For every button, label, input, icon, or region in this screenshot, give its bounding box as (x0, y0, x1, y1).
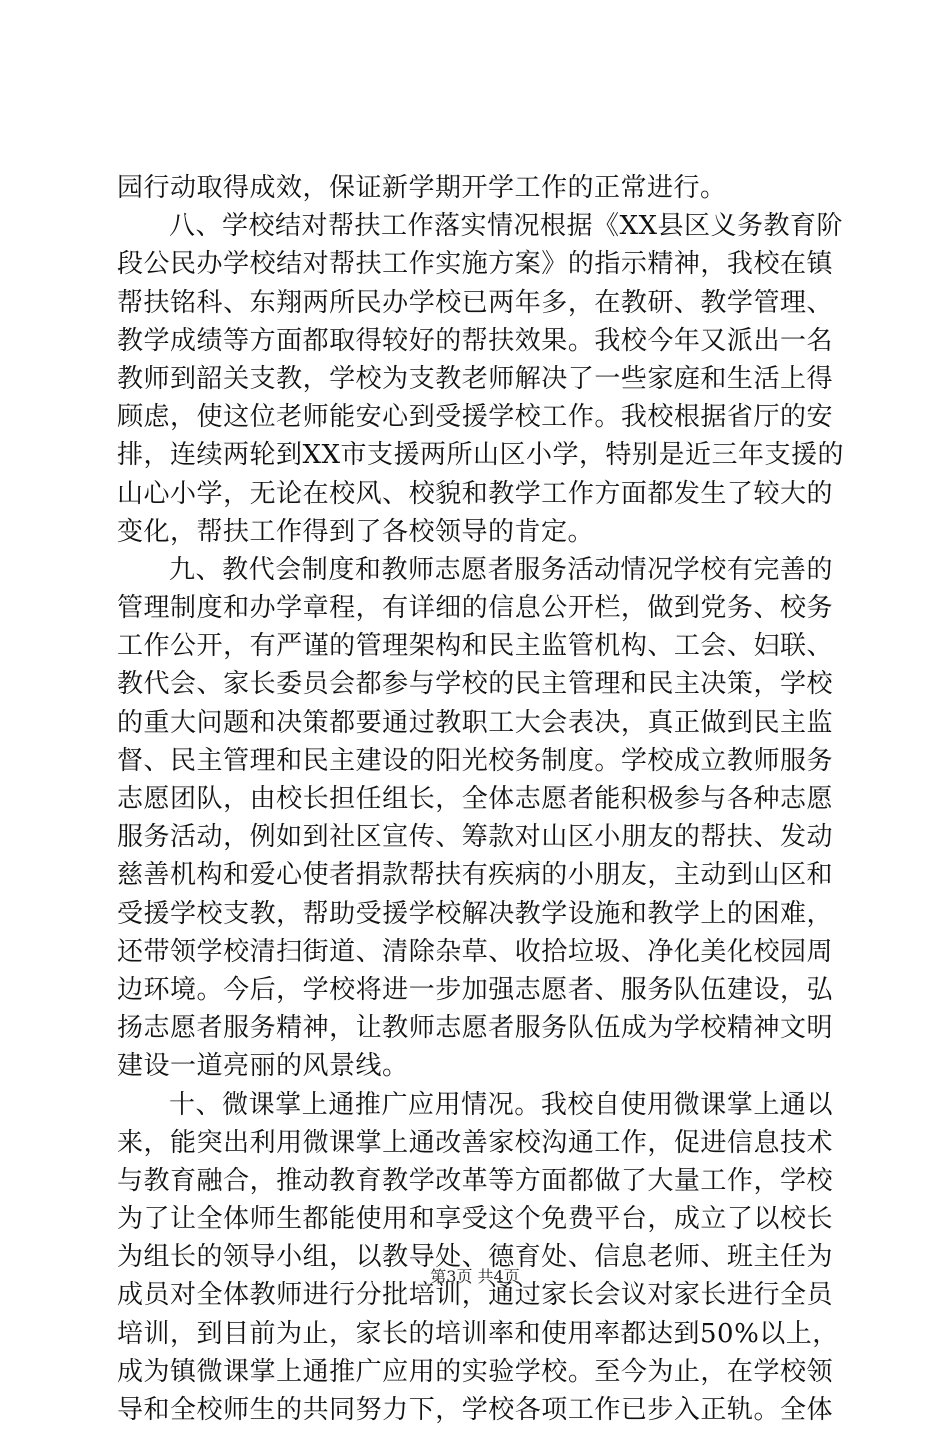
text-line: 工作公开，有严谨的管理架构和民主监管机构、工会、妇联、 (117, 631, 833, 662)
text-line: 建设一道亮丽的风景线。 (117, 1051, 409, 1082)
text-line: 教师到韶关支教，学校为支教老师解决了一些家庭和生活上得 (117, 363, 833, 394)
text-line: 顾虑，使这位老师能安心到受援学校工作。我校根据省厅的安 (117, 402, 833, 433)
text-line: 教学成绩等方面都取得较好的帮扶效果。我校今年又派出一名 (117, 325, 833, 356)
text-line: 十、微课掌上通推广应用情况。我校自使用微课掌上通以 (169, 1089, 833, 1120)
text-line: 变化，帮扶工作得到了各校领导的肯定。 (117, 516, 595, 547)
text-line: 还带领学校清扫街道、清除杂草、收拾垃圾、净化美化校园周 (117, 936, 833, 967)
text-line: 来，能突出利用微课掌上通改善家校沟通工作，促进信息技术 (117, 1127, 833, 1158)
text-line: 与教育融合，推动教育教学改革等方面都做了大量工作，学校 (117, 1165, 833, 1196)
text-line: 扬志愿者服务精神，让教师志愿者服务队伍成为学校精神文明 (117, 1013, 833, 1044)
text-line: 慈善机构和爱心使者捐款帮扶有疾病的小朋友，主动到山区和 (117, 860, 833, 891)
document-body (117, 169, 845, 1429)
text-line: 的重大问题和决策都要通过教职工大会表决，真正做到民主监 (117, 707, 833, 738)
text-line: 为了让全体师生都能使用和享受这个免费平台，成立了以校长 (117, 1204, 833, 1235)
text-line: 导和全校师生的共同努力下，学校各项工作已步入正轨。全体 (117, 1395, 833, 1425)
text-line: 成为镇微课掌上通推广应用的实验学校。至今为止，在学校领 (117, 1356, 833, 1387)
page-number-footer: 第3页 共4页 (430, 1267, 520, 1286)
text-line: 段公民办学校结对帮扶工作实施方案》的指示精神，我校在镇 (117, 249, 833, 280)
text-line: 为组长的领导小组，以教导处、德育处、信息老师、班主任为 (117, 1242, 833, 1273)
text-line: 服务活动，例如到社区宣传、筹款对山区小朋友的帮扶、发动 (117, 822, 833, 853)
text-line: 园行动取得成效，保证新学期开学工作的正常进行。 (117, 173, 727, 203)
text-line: 帮扶铭科、东翔两所民办学校已两年多，在教研、教学管理、 (117, 287, 833, 318)
text-line: 山心小学，无论在校风、校貌和教学工作方面都发生了较大的 (117, 478, 833, 509)
text-line: 九、教代会制度和教师志愿者服务活动情况学校有完善的 (169, 554, 833, 585)
text-line: 边环境。今后，学校将进一步加强志愿者、服务队伍建设，弘 (117, 974, 833, 1005)
text-line: 成员对全体教师进行分批培训，通过家长会议对家长进行全员 (117, 1280, 833, 1311)
text-line: 管理制度和办学章程，有详细的信息公开栏，做到党务、校务 (117, 593, 833, 624)
text-line: 志愿团队，由校长担任组长，全体志愿者能积极参与各种志愿 (117, 784, 833, 814)
text-line: 培训，到目前为止，家长的培训率和使用率都达到50%以上， (117, 1318, 839, 1349)
text-line: 排，连续两轮到XX市支援两所山区小学，特别是近三年支援的 (117, 440, 845, 471)
text-line: 督、民主管理和民主建设的阳光校务制度。学校成立教师服务 (117, 745, 833, 776)
text-line: 受援学校支教，帮助受援学校解决教学设施和教学上的困难， (117, 898, 833, 929)
text-line: 教代会、家长委员会都参与学校的民主管理和民主决策，学校 (117, 669, 833, 700)
text-line: 八、学校结对帮扶工作落实情况根据《XX县区义务教育阶 (169, 211, 844, 242)
